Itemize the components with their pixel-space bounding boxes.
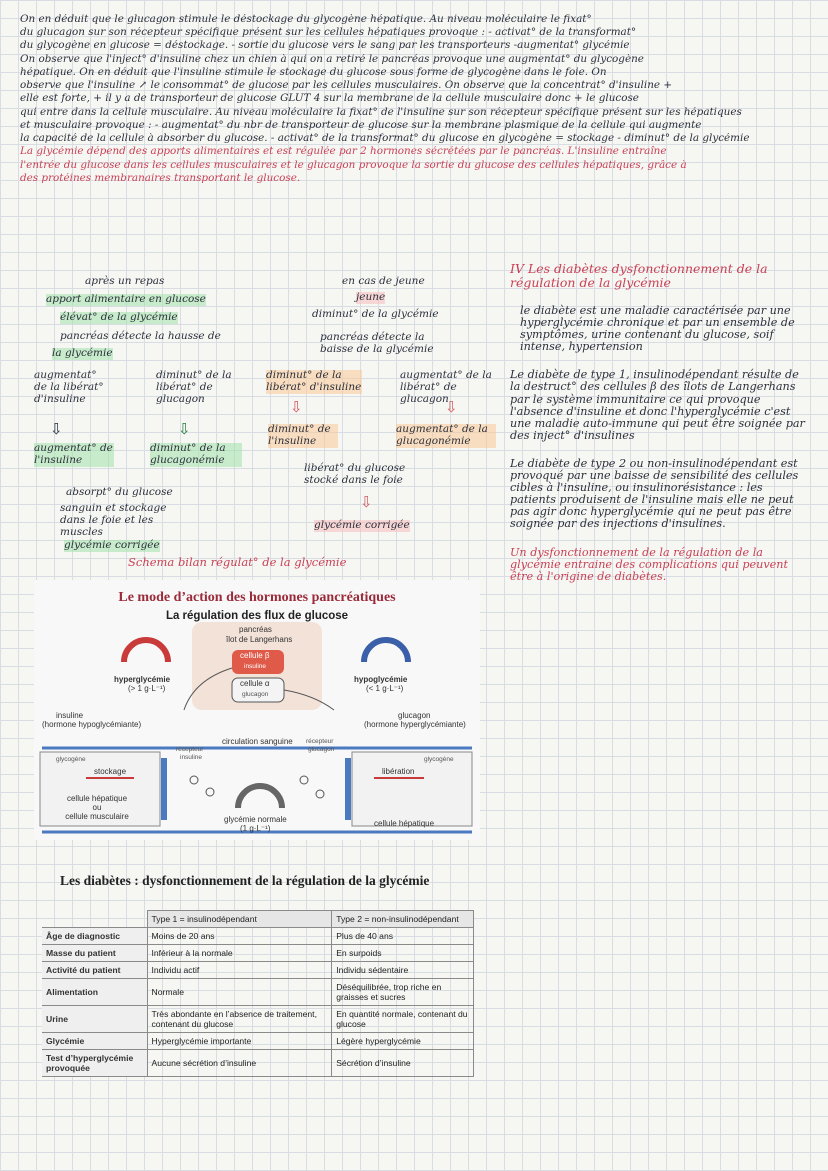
hyperglycemia-label: hyperglycémie (114, 675, 171, 684)
cell-type1: Individu actif (147, 962, 332, 979)
notes-line: du glucagon sur son récepteur spécifique présent sur les cellules hépatiques provoque : - activat° de la transformat° (20, 27, 637, 39)
diabetes-table (42, 910, 474, 1077)
table-row (42, 1006, 474, 1033)
schema-left-8: sanguin et stockage dans le foie et les muscles (60, 502, 167, 538)
cell-type2: En surpoids (332, 945, 474, 962)
schema-left-6b: diminut° de la glucagonémie (150, 443, 242, 467)
notes-line: elle est forte, + il y a de transporteur de glucose GLUT 4 sur la membrane de la cellule musculaire donc + le glucose (20, 93, 639, 105)
glucagon-label: glucagon (398, 711, 431, 720)
cell-type1: Normale (147, 979, 332, 1006)
hyperglycemia-value: (> 1 g·L⁻¹) (128, 684, 166, 693)
cell-type1: Inférieur à la normale (147, 945, 332, 962)
schema-left-5a: augmentat° de la libérat° d'insuline (34, 369, 104, 405)
col-type1: Type 1 = insulinodépendant (147, 911, 332, 928)
schema-right-4b: augmentat° de la libérat° de glucagon (400, 369, 492, 405)
cell-type2: Individu sédentaire (332, 962, 474, 979)
table-row (42, 1050, 474, 1077)
normal-glycemia-label: glycémie normale (224, 815, 287, 824)
arrow-down: ⇩ (290, 398, 303, 416)
hypo-gauge (364, 640, 408, 662)
cell-type2: Sécrétion d’insuline (332, 1050, 474, 1077)
schema-right-4a: diminut° de la libérat° d'insuline (266, 369, 362, 393)
receptor-sub: insuline (180, 754, 203, 761)
notes-top (20, 14, 816, 186)
notes-line: et musculaire provoque : - augmentat° du nbr de transporteur de glucose sur la membrane plasmique de la cellule qui augmente (20, 119, 702, 131)
notes-line: On en déduit que le glucagon stimule le déstockage du glycogène hépatique. Au niveau moléculaire le fixat° (20, 14, 592, 25)
cell-type1: Aucune sécrétion d’insuline (147, 1050, 332, 1077)
schema-right-5b: augmentat° de la glucagonémie (396, 424, 496, 448)
paragraph-type1: Le diabète de type 1, insulinodépendant résulte de la destruct° des cellules β des îlots de Langerhans par le système immunitaire ce qui provoque l'absence d'insuline et donc l'hyperglycémie c'est une maladie auto-immune qui peut être soignée par des inject° d'insulines (510, 368, 805, 442)
notes-line-summary: des protéines membranaires transportant le glucose. (20, 172, 301, 184)
notes-line: On observe que l'inject° d'insuline chez un chien à qui on a retiré le pancréas provoque une augmentat° du glycogène (20, 53, 644, 65)
row-label: Alimentation (42, 979, 147, 1006)
row-label: Activité du patient (42, 962, 147, 979)
table-row (42, 979, 474, 1006)
paragraph-conclusion: Un dysfonctionnement de la régulation de la glycémie entraine des complications qui peuvent être à l'origine de diabètes. (510, 545, 788, 583)
schema-right-5a: diminut° de l'insuline (268, 424, 338, 448)
table-corner (42, 911, 147, 928)
right-column (510, 262, 810, 599)
page-bottom-grid (0, 1100, 828, 1171)
receptor-right-sub: glucagon (308, 746, 335, 753)
arrow-down: ⇩ (445, 398, 458, 416)
islet-label: îlot de Langerhans (226, 635, 293, 644)
receptor-right-label: récepteur (306, 738, 334, 745)
glucose-dot (300, 776, 308, 784)
circulation-label: circulation sanguine (222, 737, 293, 746)
section-title: IV Les diabètes dysfonctionnement de la régulation de la glycémie (510, 261, 768, 290)
notes-line-summary: l'entrée du glucose dans les cellules musculaires et le glucagon provoque la sortie du glucose des cellules hépatiques, grâce à (20, 159, 687, 171)
glycogen-left-label: glycogène (56, 756, 86, 763)
glucagon-sub: (hormone hyperglycémiante) (364, 720, 466, 729)
row-label: Glycémie (42, 1033, 147, 1050)
schema-left-1: apport alimentaire en glucose (46, 293, 206, 305)
schema-right-2: diminut° de la glycémie (312, 308, 439, 320)
row-label: Test d’hyperglycémie provoquée (42, 1050, 147, 1077)
cell-type1: Moins de 20 ans (147, 928, 332, 945)
receptor-label: récepteur (176, 746, 204, 753)
schema-caption: Schema bilan régulat° de la glycémie (128, 555, 347, 569)
schema-left-head: après un repas (85, 275, 165, 287)
table-header-row (42, 911, 474, 928)
stockage-label: stockage (94, 767, 127, 776)
glucose-dot (190, 776, 198, 784)
hypoglycemia-value: (< 1 g·L⁻¹) (366, 684, 404, 693)
cell-type1: Hyperglycémie importante (147, 1033, 332, 1050)
notes-line-summary: La glycémie dépend des apports alimentaires et est régulée par 2 hormones sécrétées par le pancréas. L'insuline entraîne (20, 146, 667, 158)
right-cell-label: cellule hépatique (374, 819, 435, 828)
schema-left-6a: augmentat° de l'insuline (34, 442, 113, 466)
schema-left-9: glycémie corrigée (64, 539, 160, 551)
arrow-down: ⇩ (50, 420, 63, 438)
schema-right-7: glycémie corrigée (314, 519, 410, 531)
insulin-label: insuline (56, 711, 84, 720)
col-type2: Type 2 = non-insulinodépendant (332, 911, 474, 928)
schema-right-1: jeune (356, 291, 386, 303)
beta-cell-label: cellule β (240, 651, 270, 660)
liberation-label: libération (382, 767, 415, 776)
schema-left-3: pancréas détecte la hausse de (60, 330, 221, 342)
schema-right-head: en cas de jeune (342, 275, 425, 287)
notes-line: hépatique. On en déduit que l'insuline stimule le stockage du glucose sous forme de glycogène dans le foie. On (20, 66, 607, 78)
row-label: Âge de diagnostic (42, 928, 147, 945)
row-label: Masse du patient (42, 945, 147, 962)
paragraph-diabetes-def: le diabète est une maladie caractérisée par une hyperglycémie chronique et par un ensemble de symptômes, urine contenant du glucose, soif intense, hypertension (520, 304, 795, 354)
table-row (42, 928, 474, 945)
cell-type2: Déséquilibrée, trop riche en graisses et sucres (332, 979, 474, 1006)
schema-left-7: absorpt° du glucose (66, 486, 173, 498)
arrow-down: ⇩ (360, 493, 373, 511)
insulin-sub: (hormone hypoglycémiante) (42, 720, 142, 729)
hyper-gauge (124, 640, 168, 662)
glucagon-small-label: glucagon (242, 691, 269, 698)
glycogen-right-label: glycogène (424, 756, 454, 763)
table-row (42, 962, 474, 979)
arrow-down: ⇩ (178, 420, 191, 438)
right-cell-box (352, 752, 472, 826)
cell-type1: Très abondante en l’absence de traitement, contenant du glucose (147, 1006, 332, 1033)
normal-gauge (238, 786, 282, 808)
hormone-diagram (34, 580, 480, 840)
notes-line: qui entre dans la cellule musculaire. Au niveau moléculaire la fixat° de l'insuline sur son récepteur spécifique présent sur les hépatiques (20, 106, 742, 118)
row-label: Urine (42, 1006, 147, 1033)
glucose-dot (316, 790, 324, 798)
insulin-small-label: insuline (244, 663, 267, 670)
schema-left-5b: diminut° de la libérat° de glucagon (156, 369, 232, 405)
schema-left-2: élévat° de la glycémie (60, 311, 178, 323)
schema-left-4: la glycémie (52, 347, 113, 359)
diagram-subtitle: La régulation des flux de glucose (165, 610, 349, 622)
diabetes-table-title: Les diabètes : dysfonctionnement de la régulation de la glycémie (60, 873, 430, 888)
cell-type2: En quantité normale, contenant du glucose (332, 1006, 474, 1033)
glucose-dot (206, 788, 214, 796)
schema-right-6: libérat° du glucose stocké dans le foie (304, 462, 406, 486)
table-row (42, 1033, 474, 1050)
paragraph-type2: Le diabète de type 2 ou non-insulinodépendant est provoqué par une baisse de sensibilité des cellules cibles à l'insuline, ou insulinorésistance : les patients produisent de l'insuline mais elle ne peut pas agir donc hyperglycémie qui ne peut pas être soignée par des injections d'insulines. (510, 456, 799, 531)
schema-right-3: pancréas détecte la baisse de la glycémie (320, 331, 434, 355)
notes-line: du glycogène en glucose = déstockage. - sortie du glucose vers le sang par les transporteurs -augmentat° glycémie (20, 40, 630, 52)
notes-line: observe que l'insuline ↗ le consommat° de glucose par les cellules musculaires. On observe que la concentrat° d'insuline + (20, 80, 673, 92)
normal-glycemia-value: (1 g·L⁻¹) (240, 824, 271, 833)
table-row (42, 945, 474, 962)
cell-type2: Légère hyperglycémie (332, 1033, 474, 1050)
cell-type2: Plus de 40 ans (332, 928, 474, 945)
diagram-title: Le mode d’action des hormones pancréatiques (118, 590, 396, 605)
hypoglycemia-label: hypoglycémie (354, 675, 408, 684)
alpha-cell-label: cellule α (240, 679, 270, 688)
pancreas-label: pancréas (239, 625, 272, 634)
notes-line: la capacité de la cellule à absorber du glucose. - activat° de la transformat° du glucose en glycogène = stockage - diminut° de la glycémie (20, 133, 750, 145)
left-cell-label: cellule hépatique ou cellule musculaire (65, 794, 129, 821)
